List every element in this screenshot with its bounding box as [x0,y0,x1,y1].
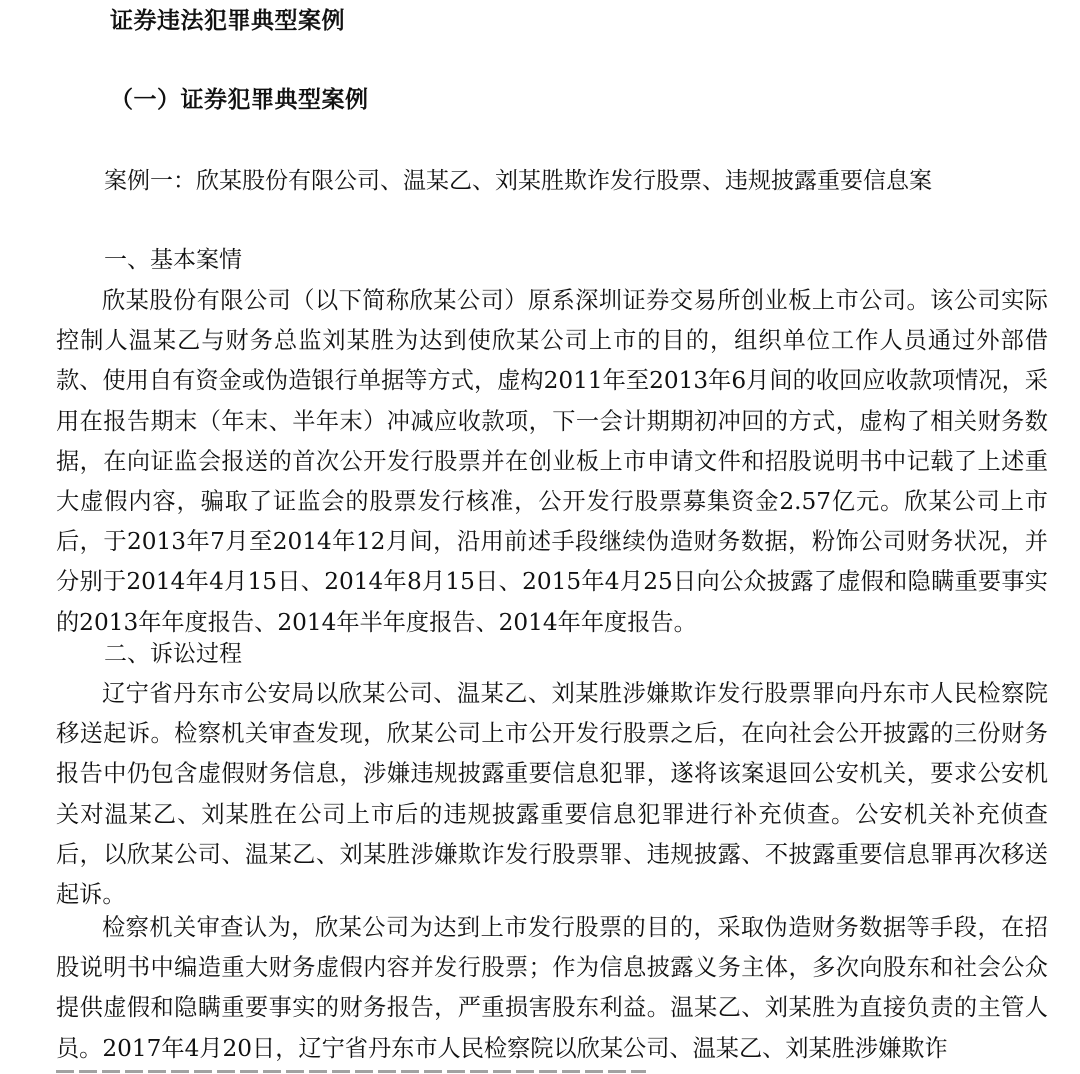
basic-facts-paragraph: 欣某股份有限公司（以下简称欣某公司）原系深圳证券交易所创业板上市公司。该公司实际控制人温某乙与财务总监刘某胜为达到使欣某公司上市的目的，组织单位工作人员通过外部借款、使用自有资金或伪造银行单据等方式，虚构2011年至2013年6月间的收回应收款项情况，采用在报告期末（年末、半年末）冲减应收款项，下一会计期期初冲回的方式，虚构了相关财务数据，在向证监会报送的首次公开发行股票并在创业板上市申请文件和招股说明书中记载了上述重大虚假内容，骗取了证监会的股票发行核准，公开发行股票募集资金2.57亿元。欣某公司上市后，于2013年7月至2014年12月间，沿用前述手段继续伪造财务数据，粉饰公司财务状况，并分别于2014年4月15日、2014年8月15日、2015年4月25日向公众披露了虚假和隐瞒重要事实的2013年年度报告、2014年半年度报告、2014年年度报告。 [56,287,1048,636]
basic-facts-heading: 一、基本案情 [104,247,242,273]
litigation-paragraph-2: 检察机关审查认为，欣某公司为达到上市发行股票的目的，采取伪造财务数据等手段，在招股说明书中编造重大财务虚假内容并发行股票；作为信息披露义务主体，多次向股东和社会公众提供虚假和隐瞒重要事实的财务报告，严重损害股东利益。温某乙、刘某胜为直接负责的主管人员。2017年4月20日，辽宁省丹东市人民检察院以欣某公司、温某乙、刘某胜涉嫌欺诈 [56,914,1048,1062]
litigation-heading: 二、诉讼过程 [104,641,242,667]
document-title: 证券违法犯罪典型案例 [110,7,345,34]
cut-off-text-line [56,1066,646,1074]
litigation-paragraph-1: 辽宁省丹东市公安局以欣某公司、温某乙、刘某胜涉嫌欺诈发行股票罪向丹东市人民检察院移送起诉。检察机关审查发现，欣某公司上市公开发行股票之后，在向社会公开披露的三份财务报告中仍包含虚假财务信息，涉嫌违规披露重要信息犯罪，遂将该案退回公安机关，要求公安机关对温某乙、刘某胜在公司上市后的违规披露重要信息犯罪进行补充侦查。公安机关补充侦查后，以欣某公司、温某乙、刘某胜涉嫌欺诈发行股票罪、违规披露、不披露重要信息罪再次移送起诉。 [56,680,1048,909]
case-title: 案例一：欣某股份有限公司、温某乙、刘某胜欺诈发行股票、违规披露重要信息案 [104,168,932,194]
section-subtitle: （一）证券犯罪典型案例 [110,86,369,113]
